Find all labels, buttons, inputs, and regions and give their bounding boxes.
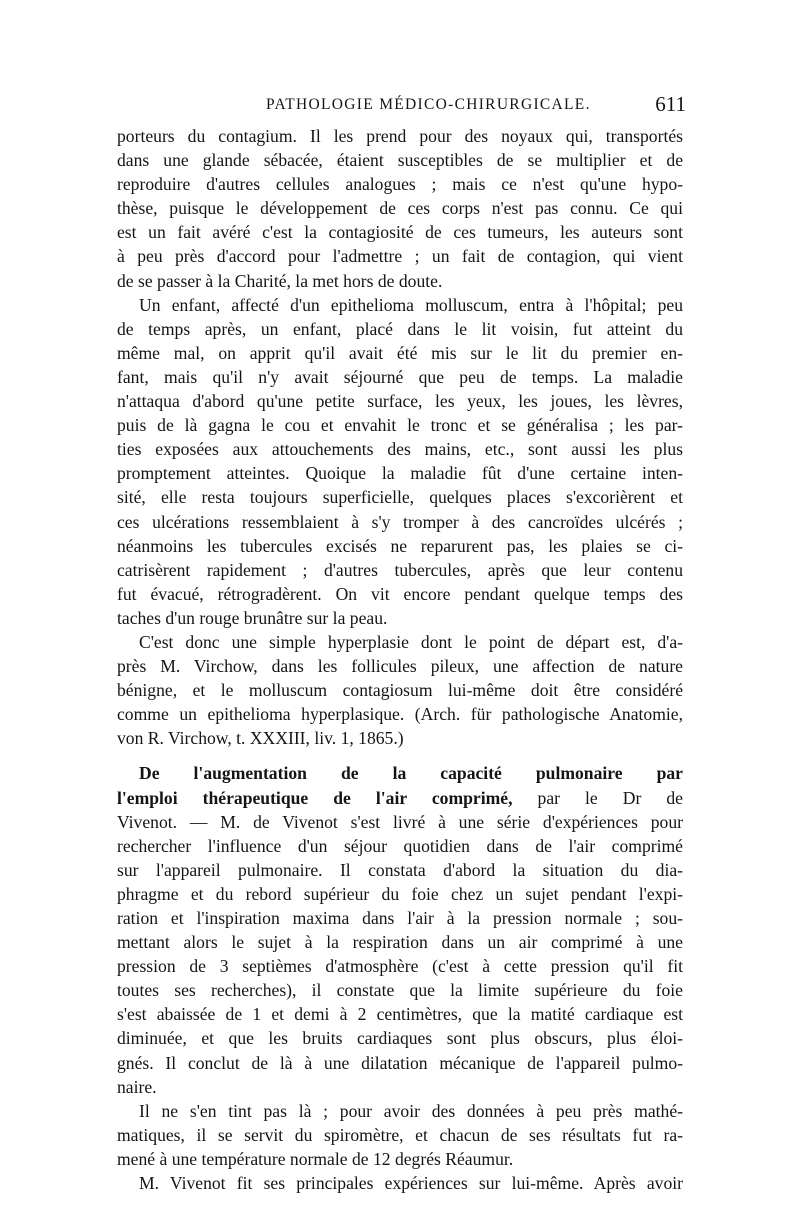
text-line: ties exposées aux attouchements des mains, etc., sont aussi les plus — [117, 439, 683, 460]
text-line: bénigne, et le molluscum contagiosum lui-même doit être considéré — [117, 680, 683, 701]
text-line: mettant alors le sujet à la respiration dans un air comprimé à une — [117, 932, 683, 953]
text-line: phragme et du rebord supérieur du foie chez un sujet pendant l'expi- — [117, 883, 683, 904]
text-line: comme un epithelioma hyperplasique. (Arch. für pathologische Anatomie, — [117, 704, 683, 725]
section-title-continued — [117, 786, 683, 810]
text-line: thèse, puisque le développement de ces corps n'est pas connu. Ce qui — [117, 198, 683, 219]
text-line: Vivenot. — M. de Vivenot s'est livré à une série d'expériences pour — [117, 811, 683, 832]
text-line: Il ne s'en tint pas là ; pour avoir des données à peu près mathé- — [139, 1100, 683, 1121]
text-line: reproduire d'autres cellules analogues ; mais ce n'est qu'une hypo- — [117, 174, 683, 195]
paragraph-virchow — [117, 630, 683, 750]
text-line: taches d'un rouge brunâtre sur la peau. — [117, 607, 388, 628]
text-line: à peu près d'accord pour l'admettre ; un fait de contagion, qui vient — [117, 246, 683, 267]
text-line: naire. — [117, 1076, 157, 1097]
text-line: toutes ses recherches), il constate que la limite supérieure du foie — [117, 980, 683, 1001]
text-line: puis de là gagna le cou et envahit le tronc et se généralisa ; les par- — [117, 415, 683, 436]
section-title-bold: l'emploi thérapeutique de l'air comprimé, — [117, 787, 513, 808]
text-line: ces ulcérations ressemblaient à s'y tromper à des cancroïdes ulcérés ; — [117, 511, 683, 532]
text-line: sité, elle resta toujours superficielle, quelques places s'excorièrent et — [117, 487, 683, 508]
text-line: néanmoins les tubercules excisés ne reparurent pas, les plaies se ci- — [117, 535, 683, 556]
text-line: n'attaqua d'abord qu'une petite surface, les yeux, les joues, les lèvres, — [117, 391, 683, 412]
text-line: mené à une température normale de 12 degrés Réaumur. — [117, 1148, 514, 1169]
text-line: pression de 3 septièmes d'atmosphère (c'est à cette pression qu'il fit — [117, 956, 683, 977]
text-line: est un fait avéré c'est la contagiosité de ces tumeurs, les auteurs sont — [117, 222, 683, 243]
text-line: de se passer à la Charité, la met hors de doute. — [117, 270, 443, 291]
text-line: matiques, il se servit du spiromètre, et chacun de ses résultats fut ra- — [117, 1124, 683, 1145]
text-line: s'est abaissée de 1 et demi à 2 centimètres, que la matité cardiaque est — [117, 1004, 683, 1025]
text-line: même mal, on apprit qu'il avait été mis sur le lit du premier en- — [117, 342, 683, 363]
text-line: rechercher l'influence d'un séjour quotidien dans de l'air comprimé — [117, 835, 683, 856]
page-number: 611 — [655, 92, 686, 116]
text-line: promptement atteintes. Quoique la maladie fût d'une certaine inten- — [117, 463, 683, 484]
text-line: catrisèrent rapidement ; d'autres tubercules, après que leur contenu — [117, 559, 683, 580]
text-line: M. Vivenot fit ses principales expériences sur lui-même. Après avoir — [139, 1173, 683, 1194]
text-line: diminuée, et que les bruits cardiaques sont plus obscurs, plus éloi- — [117, 1028, 683, 1049]
citation-line: von R. Virchow, t. XXXIII, liv. 1, 1865.) — [117, 728, 404, 749]
running-title: PATHOLOGIE MÉDICO-CHIRURGICALE. — [266, 96, 591, 113]
section-air-comprime — [117, 761, 683, 1098]
text-line: ration et l'inspiration maxima dans l'air à la pression normale ; sou- — [117, 908, 683, 928]
running-head — [116, 92, 686, 118]
text-line: fant, mais qu'il n'y avait séjourné que peu de temps. La maladie — [117, 366, 683, 387]
paragraph-contagium — [117, 124, 683, 293]
text-line: C'est donc une simple hyperplasie dont le point de départ est, d'a- — [139, 631, 683, 652]
section-author-intro: par le Dr de — [537, 787, 683, 808]
text-line: gnés. Il conclut de là à une dilatation mécanique de l'appareil pulmo- — [117, 1052, 683, 1073]
text-line: dans une glande sébacée, étaient susceptibles de se multiplier et de — [117, 150, 683, 171]
text-line: près M. Virchow, dans les follicules pileux, une affection de nature — [117, 656, 683, 677]
paragraph-spirometer — [117, 1099, 683, 1171]
text-line: sur l'appareil pulmonaire. Il constata d'abord la situation du dia- — [117, 859, 683, 880]
text-line: de temps après, un enfant, placé dans le lit voisin, fut atteint du — [117, 318, 683, 339]
paragraph-case-report — [117, 293, 683, 630]
body-text — [117, 124, 683, 1195]
text-line: Un enfant, affecté d'un epithelioma molluscum, entra à l'hôpital; peu — [139, 294, 683, 315]
section-title: De l'augmentation de la capacité pulmonaire par — [139, 763, 683, 784]
text-line: fut évacué, rétrogradèrent. On vit encore pendant quelque temps des — [117, 583, 683, 604]
text-line: porteurs du contagium. Il les prend pour des noyaux qui, transportés — [117, 126, 683, 146]
paragraph-experiments — [117, 1171, 683, 1195]
